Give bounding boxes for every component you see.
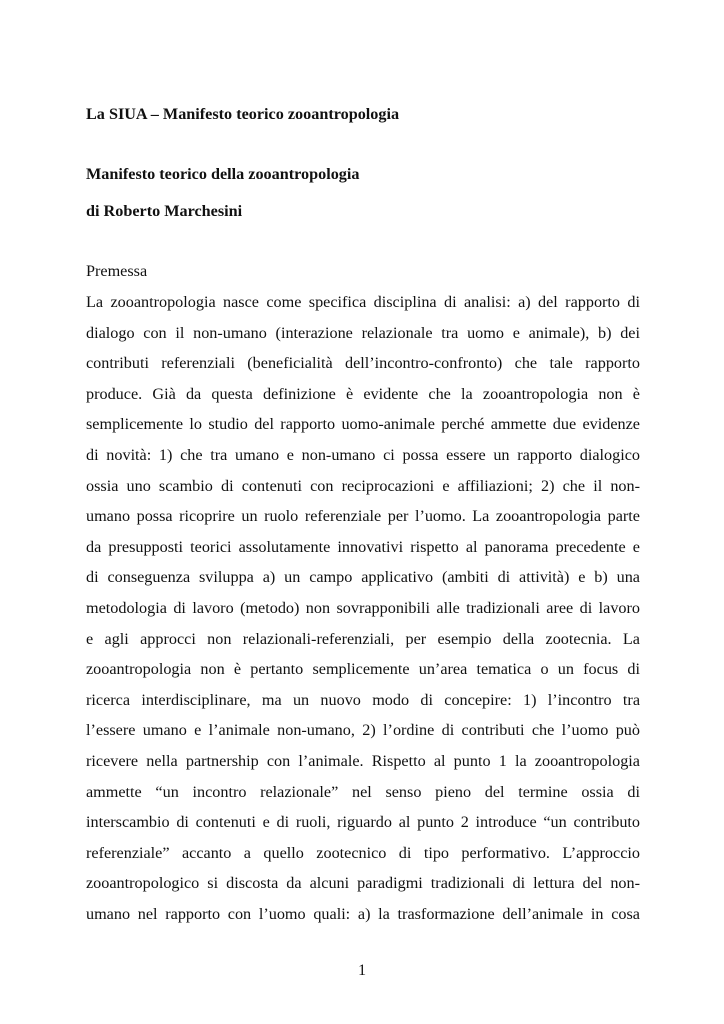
body-line: l’essere umano e l’animale non-umano, 2) l’ordine di contributi che l’uomo può xyxy=(86,721,640,740)
body-line: interscambio di contenuti e di ruoli, riguardo al punto 2 introduce “un contributo xyxy=(86,813,640,832)
document-title: La SIUA – Manifesto teorico zooantropologia xyxy=(86,105,400,123)
body-line: umano nel rapporto con l’uomo quali: a) la trasformazione dell’animale in cosa xyxy=(86,904,640,923)
body-line: zooantropologia non è pertanto semplicemente un’area tematica o un focus di xyxy=(86,660,640,679)
body-line: da presupposti teorici assolutamente innovativi rispetto al panorama precedente e xyxy=(86,537,640,556)
body-line: referenziale” accanto a quello zootecnico di tipo performativo. L’approccio xyxy=(86,843,640,862)
body-line: ossia uno scambio di contenuti con reciprocazioni e affiliazioni; 2) che il non- xyxy=(86,476,640,495)
document-subtitle: Manifesto teorico della zooantropologia xyxy=(86,165,360,183)
body-line: ricerca interdisciplinare, ma un nuovo modo di concepire: 1) l’incontro tra xyxy=(86,690,640,709)
body-line: La zooantropologia nasce come specifica disciplina di analisi: a) del rapporto di xyxy=(86,293,640,311)
body-line: produce. Già da questa definizione è evidente che la zooantropologia non è xyxy=(86,384,640,403)
body-line: di conseguenza sviluppa a) un campo applicativo (ambiti di attività) e b) una xyxy=(86,568,640,587)
document-author: di Roberto Marchesini xyxy=(86,202,243,220)
page-number: 1 xyxy=(357,961,367,979)
body-line: semplicemente lo studio del rapporto uomo-animale perché ammette due evidenze xyxy=(86,415,640,434)
body-line: metodologia di lavoro (metodo) non sovrapponibili alle tradizionali aree di lavoro xyxy=(86,598,640,617)
body-line: e agli approcci non relazionali-referenziali, per esempio della zootecnia. La xyxy=(86,629,640,648)
body-line: ammette “un incontro relazionale” nel senso pieno del termine ossia di xyxy=(86,782,640,801)
body-line: zooantropologico si discosta da alcuni paradigmi tradizionali di lettura del non- xyxy=(86,874,640,893)
section-label: Premessa xyxy=(86,262,148,280)
body-line: contributi referenziali (beneficialità dell’incontro-confronto) che tale rapporto xyxy=(86,354,640,373)
body-line: umano possa ricoprire un ruolo referenziale per l’uomo. La zooantropologia parte xyxy=(86,507,640,526)
body-line: dialogo con il non-umano (interazione relazionale tra uomo e animale), b) dei xyxy=(86,323,640,342)
body-line: ricevere nella partnership con l’animale. Rispetto al punto 1 la zooantropologia xyxy=(86,751,640,770)
body-line: di novità: 1) che tra umano e non-umano ci possa essere un rapporto dialogico xyxy=(86,445,640,464)
body-paragraph xyxy=(86,292,640,934)
